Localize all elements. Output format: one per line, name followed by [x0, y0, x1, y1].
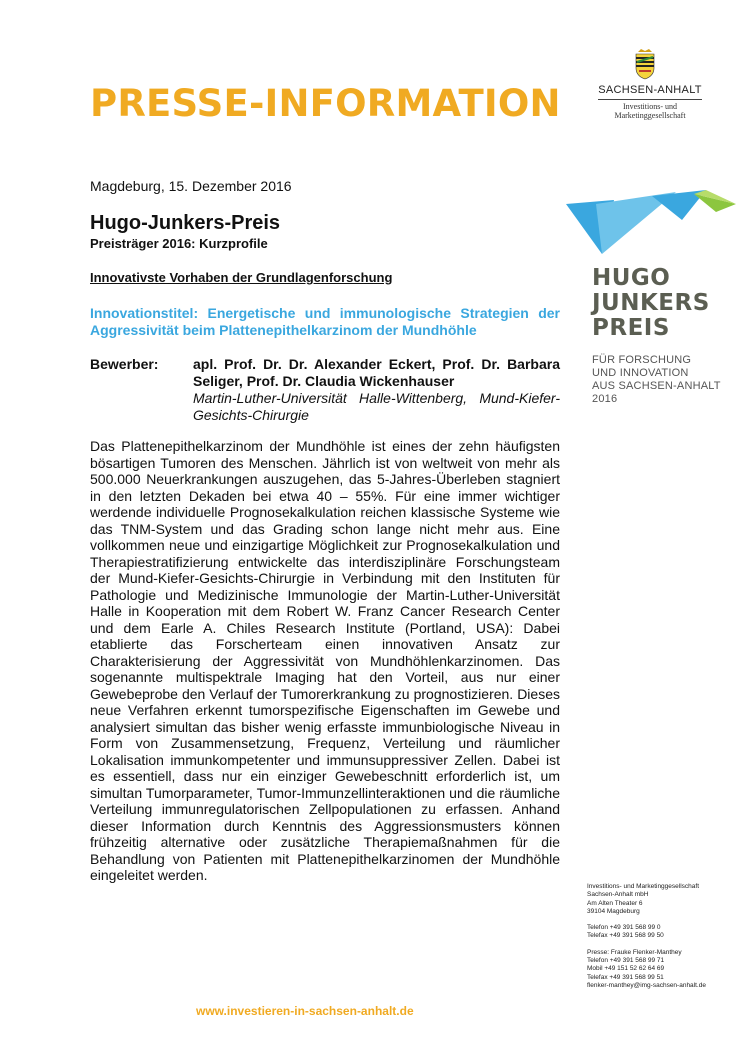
contact-block: [587, 883, 737, 990]
prize-name-line: HUGO: [592, 265, 671, 291]
logo-name: SACHSEN-ANHALT: [598, 84, 702, 96]
logo-divider: [598, 99, 702, 100]
applicant-institution: Martin-Luther-Universität Halle-Wittenberg, Mund-Kiefer-Gesichts-Chirurgie: [193, 390, 560, 423]
page-title: PRESSE-INFORMATION: [90, 82, 561, 125]
contact-line: Telefax +49 391 568 99 50: [587, 932, 664, 940]
prize-tagline: [592, 354, 721, 406]
prize-name-line: PREIS: [592, 315, 670, 341]
dateline: Magdeburg, 15. Dezember 2016: [90, 178, 292, 194]
contact-line: Telefax +49 391 568 99 51: [587, 973, 664, 981]
contact-email: flenker-manthey@img-sachsen-anhalt.de: [587, 981, 706, 989]
logo-subtitle: [590, 102, 710, 120]
contact-line: Presse: Frauke Flenker-Manthey: [587, 948, 682, 956]
logo-sub-line: Investitions- und: [623, 102, 677, 111]
prize-name-line: JUNKERS: [592, 290, 710, 316]
prize-logo-graphic: [566, 190, 736, 256]
contact-line: Telefon +49 391 568 99 71: [587, 957, 665, 965]
prize-tagline-line: AUS SACHSEN-ANHALT: [592, 380, 721, 392]
innovation-title: Innovationstitel: Energetische und immunologische Strategien der Aggressivität beim Plattenepithelkarzinom der Mundhöhle: [90, 305, 560, 338]
category-heading: Innovativste Vorhaben der Grundlagenforschung: [90, 270, 393, 285]
applicant-names: apl. Prof. Dr. Dr. Alexander Eckert, Prof. Dr. Barbara Seliger, Prof. Dr. Claudia Wickenhauser: [193, 356, 560, 389]
prize-year: 2016: [592, 393, 618, 405]
contact-line: 39104 Magdeburg: [587, 907, 640, 915]
prize-tagline-line: UND INNOVATION: [592, 367, 689, 379]
footer-url: www.investieren-in-sachsen-anhalt.de: [196, 1004, 414, 1018]
prize-tagline-line: FÜR FORSCHUNG: [592, 354, 692, 366]
body-paragraph: Das Plattenepithelkarzinom der Mundhöhle ist eines der zehn häufigsten bösartigen Tumoren des Menschen. Jährlich ist von weltweit von mehr als 500.000 Neuerkrankungen auszugehen, das 5-Jahres-Überleben stagniert in den letzten Dekaden bei etwa 40 – 55%. Für eine immer wichtiger werdende individuelle Prognosekalkulation reichen klassische Systeme wie das TNM-System und das Grading schon lange nicht mehr aus. Eine vollkommen neue und einzigartige Möglichkeit zur Prognosekalkulation und Therapiestratifizierung entwickelte das interdisziplinäre Forschungsteam der Mund-Kiefer-Gesichts-Chirurgie in Verbindung mit den Instituten für Pathologie und Medizinische Immunologie der Martin-Luther-Universität Halle in Kooperation mit dem Robert W. Franz Cancer Research Center und dem Earle A. Chiles Research Institute (Portland, USA): Dabei etablierte das Forscherteam einen innovativen Ansatz zur Charakterisierung der Aggressivität von Mundhöhlenkarzinomen. Das sogenannte multispektrale Imaging hat den Vorteil, aus nur einer Gewebeprobe den Verlauf der Tumorerkrankung zu prognostizieren. Dieses neue Verfahren erkennt tumorspezifische Eigenschaften im Gewebe und analysiert simultan das bisher wenig erfasste immunbiologische Niveau in Form von Zusammensetzung, Frequenz, Verteilung und räumlicher Lokalisation immunkompetenter und immunsuppressiver Zellen. Dabei ist es essentiell, dass nur ein einziger Gewebeschnitt erforderlich ist, um simultan Tumorparameter, Tumor-Immunzellinteraktionen und die räumliche Verteilung immunregulatorischen Zellpopulationen zu erfassen. Anhand dieser Information durch Kenntnis des Aggressionsmusters können frühzeitig alternative oder zusätzliche Therapiemaßnahmen für die Behandlung von Patienten mit Plattenepithelkarzinomen der Mundhöhle eingeleitet werden.: [90, 438, 560, 883]
applicant-label: Bewerber:: [90, 356, 159, 372]
contact-line: Sachsen-Anhalt mbH: [587, 891, 649, 899]
contact-line: Telefon +49 391 568 99 0: [587, 924, 661, 932]
contact-line: Mobil +49 151 52 62 64 69: [587, 965, 665, 973]
contact-line: Investitions- und Marketinggesellschaft: [587, 883, 700, 890]
document-subheading: Preisträger 2016: Kurzprofile: [90, 236, 268, 251]
logo-sub-line: Marketinggesellschaft: [614, 111, 686, 120]
coat-of-arms-icon: [634, 48, 656, 80]
contact-line: Am Alten Theater 6: [587, 899, 643, 907]
prize-name: [592, 266, 710, 341]
document-heading: Hugo-Junkers-Preis: [90, 212, 281, 234]
